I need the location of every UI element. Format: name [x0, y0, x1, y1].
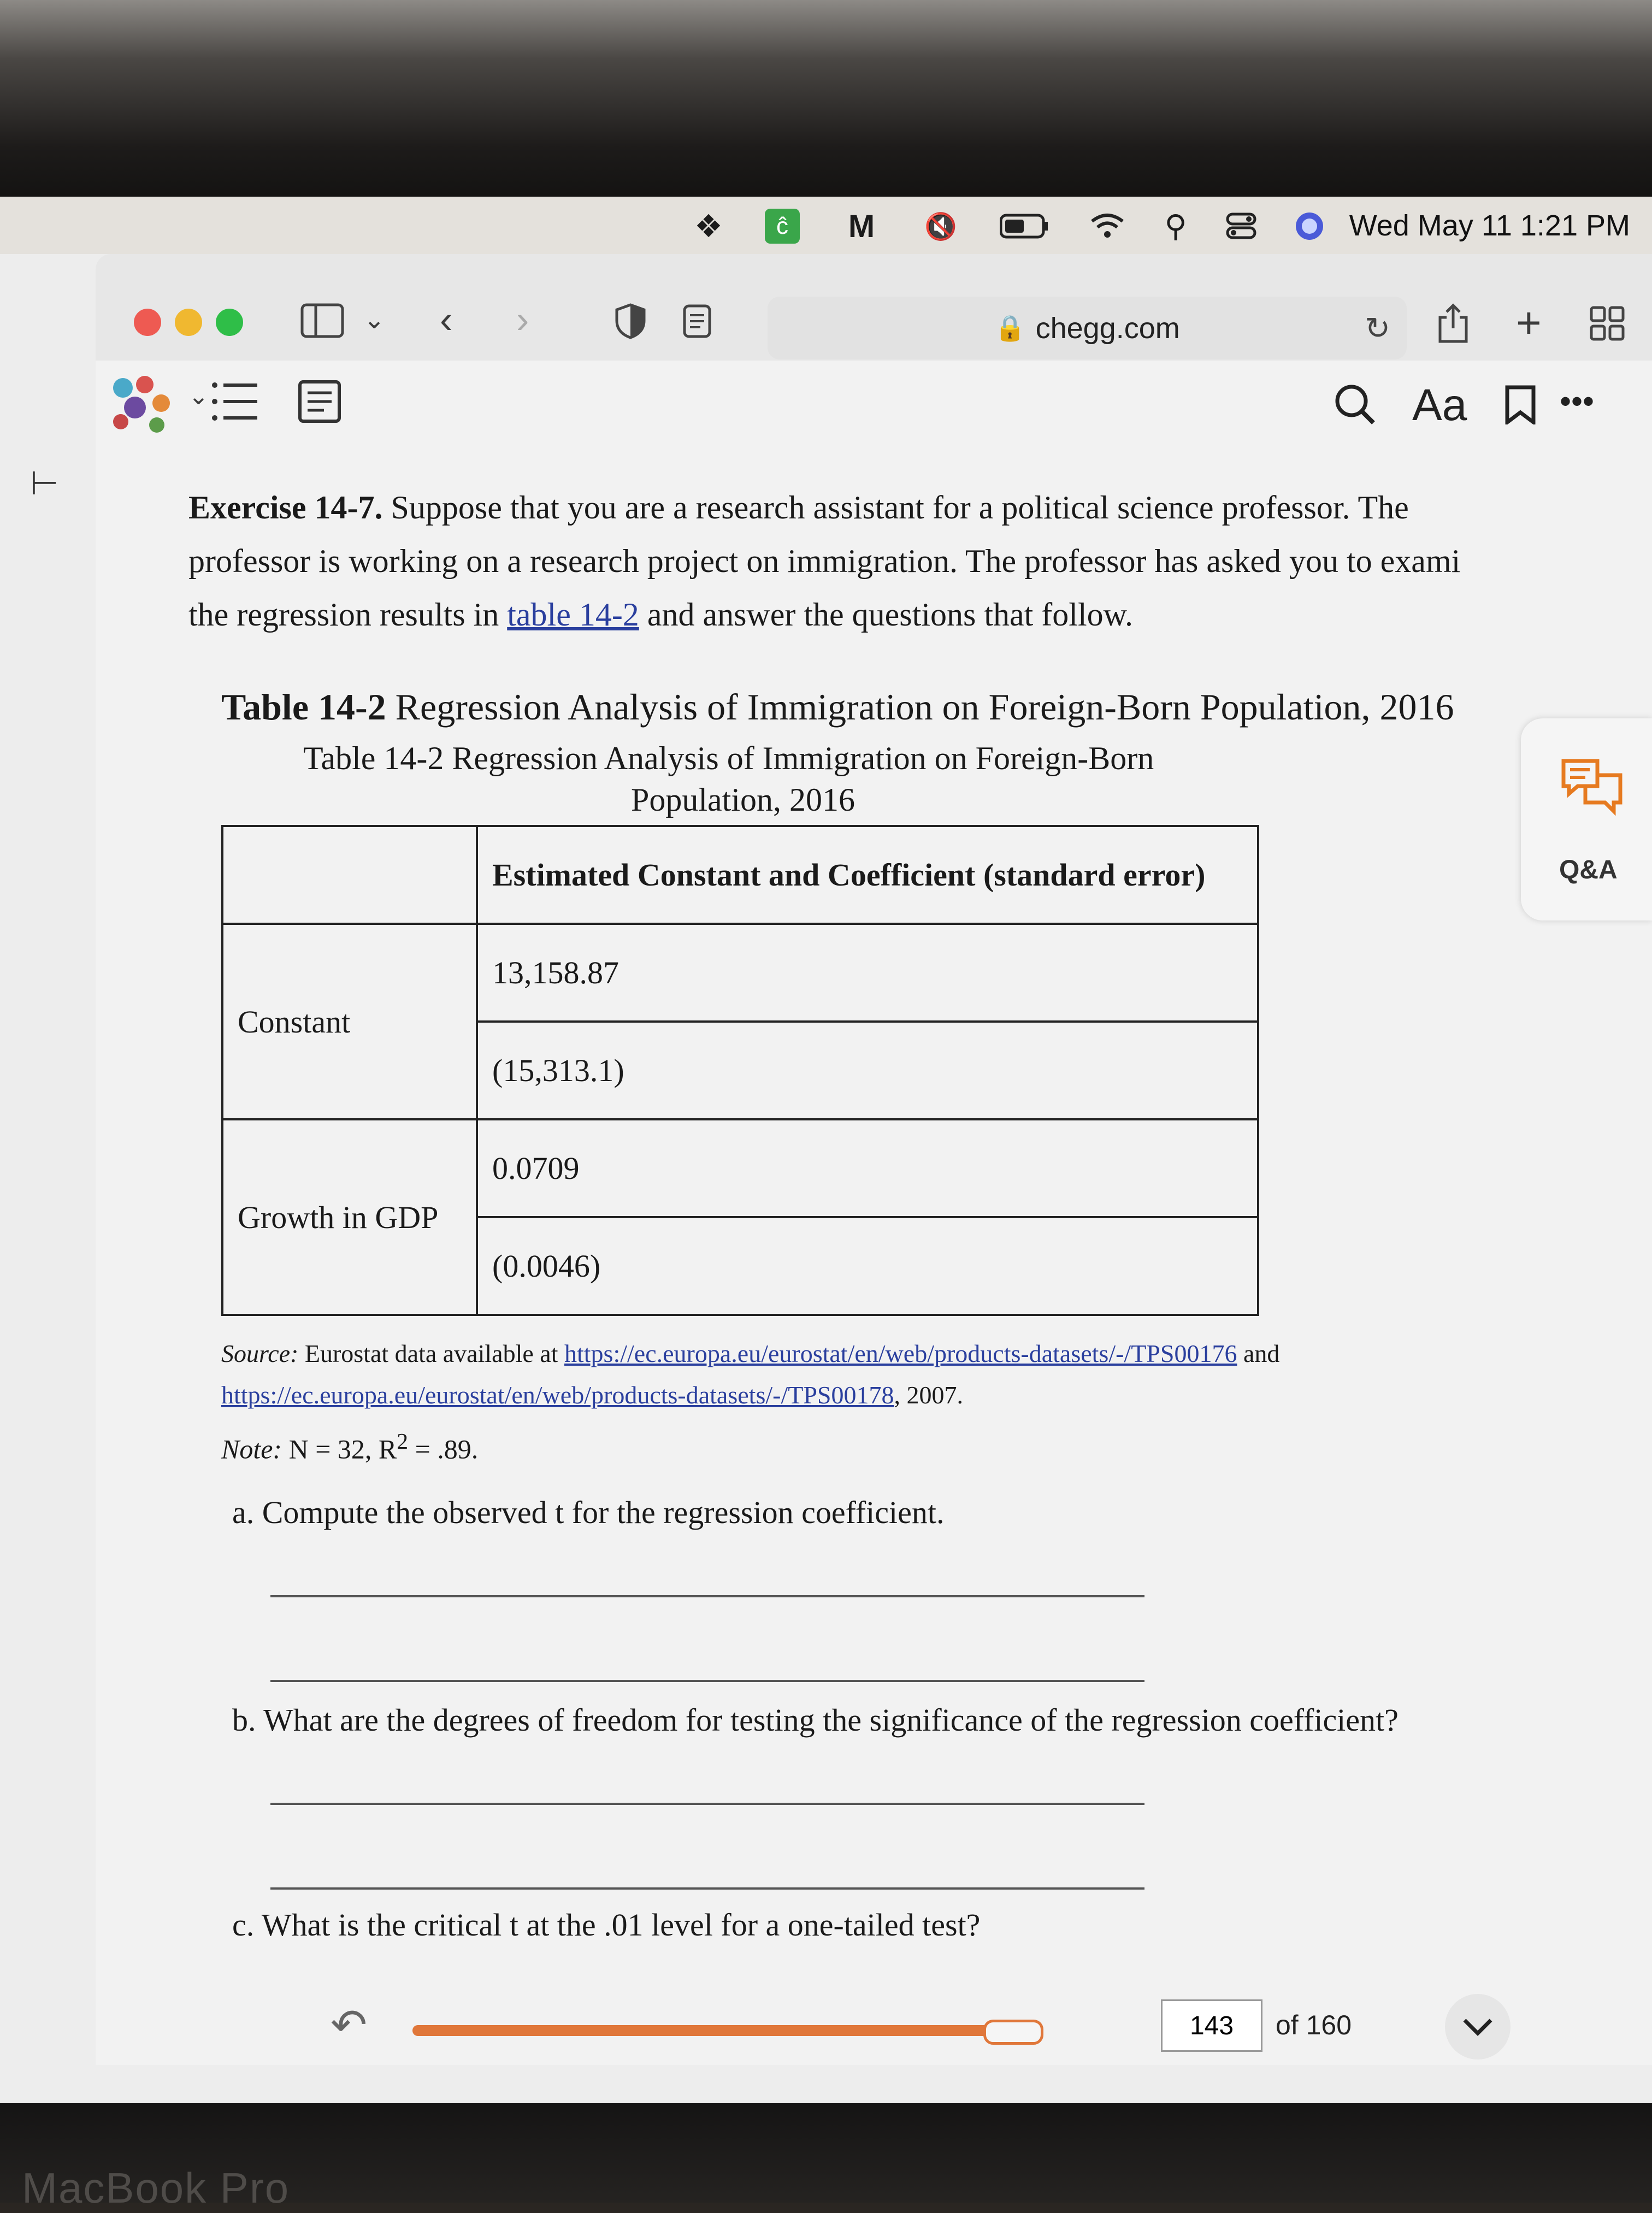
exercise-text: Suppose that you are a research assistant for a political science professor. The professor is working on a research project on immigration. The professor has asked you to exami [188, 489, 1461, 579]
malwarebytes-icon[interactable]: M [848, 208, 875, 244]
qa-label: Q&A [1559, 855, 1618, 884]
exercise-text-3: and answer the questions that follow. [639, 597, 1134, 633]
table-row [222, 924, 1258, 1022]
search-icon[interactable] [1333, 382, 1377, 426]
reader-bottom-bar [96, 1961, 1614, 2070]
answer-line [270, 1887, 1144, 1890]
address-bar[interactable] [768, 297, 1407, 359]
lock-icon: 🔒 [994, 314, 1026, 342]
photo-background-top [0, 0, 1652, 197]
table-subtitle [303, 737, 1232, 821]
close-window-button[interactable] [134, 309, 161, 336]
share-icon[interactable] [1437, 303, 1470, 344]
table-heading [221, 686, 1454, 729]
ebook-reader [30, 361, 1652, 2065]
exercise-title: Exercise 14-7. [188, 489, 383, 526]
dropbox-icon[interactable]: ❖ [694, 209, 723, 244]
minimize-window-button[interactable] [175, 309, 202, 336]
reader-mode-icon[interactable] [683, 304, 711, 338]
table-subtitle-line1: Table 14-2 Regression Analysis of Immigration on Foreign-Born [303, 740, 1154, 776]
zoom-window-button[interactable] [216, 309, 243, 336]
page-number-input[interactable]: 143 [1161, 1999, 1262, 2052]
page-total-label: of 160 [1276, 2010, 1352, 2040]
forward-button[interactable]: › [516, 298, 529, 341]
menu-bar [0, 197, 1652, 254]
source-label: Source: [221, 1339, 299, 1367]
more-options-button[interactable]: ••• [1560, 383, 1595, 420]
new-tab-button[interactable]: + [1516, 298, 1542, 347]
regression-table [221, 825, 1259, 1316]
question-a: a. Compute the observed t for the regression coefficient. [232, 1495, 945, 1530]
note-text: N = 32, R [282, 1433, 397, 1465]
notes-icon[interactable] [298, 380, 341, 423]
collapse-panel-icon[interactable]: ⊢ [30, 465, 59, 501]
source-link-2[interactable]: https://ec.europa.eu/eurostat/en/web/products-datasets/-/TPS00178 [221, 1381, 894, 1409]
answer-line [270, 1680, 1144, 1682]
table-header-cell: Estimated Constant and Coefficient (standard error) [477, 826, 1258, 924]
chegg-app-icon[interactable]: ĉ [765, 209, 800, 244]
question-b: b. What are the degrees of freedom for testing the significance of the regression coefficient? [232, 1702, 1399, 1738]
wifi-icon[interactable] [1090, 209, 1125, 244]
table-row [222, 1119, 1258, 1217]
siri-icon[interactable] [1292, 209, 1327, 244]
next-page-button[interactable] [1445, 1994, 1511, 2059]
table-source [221, 1333, 1532, 1416]
table-of-contents-icon[interactable] [210, 380, 259, 423]
go-back-icon[interactable]: ↶ [331, 2000, 368, 2049]
answer-line [270, 1803, 1144, 1805]
table-note [221, 1429, 478, 1465]
constant-estimate: 13,158.87 [477, 924, 1258, 1022]
gdp-estimate: 0.0709 [477, 1119, 1258, 1217]
chevron-down-icon[interactable]: ⌄ [363, 305, 386, 334]
book-cover-thumbnail[interactable] [107, 371, 183, 437]
exercise-paragraph [188, 481, 1516, 641]
table-header-row [222, 826, 1258, 924]
spotlight-search-icon[interactable]: ⚲ [1164, 209, 1187, 243]
table-heading-text: Regression Analysis of Immigration on Foreign-Born Population, 2016 [386, 686, 1454, 728]
constant-standard-error: (15,313.1) [477, 1022, 1258, 1119]
note-superscript: 2 [397, 1429, 409, 1454]
exercise-text-2: the regression results in [188, 597, 508, 633]
note-text-2: = .89. [408, 1433, 479, 1465]
reload-icon[interactable]: ↻ [1365, 310, 1390, 345]
table-heading-number: Table 14-2 [221, 686, 386, 728]
note-label: Note: [221, 1433, 282, 1465]
answer-line [270, 1595, 1144, 1597]
gdp-standard-error: (0.0046) [477, 1217, 1258, 1315]
question-c: c. What is the critical t at the .01 level for a one-tailed test? [232, 1907, 981, 1943]
sidebar-toggle-icon[interactable] [300, 303, 344, 338]
battery-icon[interactable] [1000, 209, 1049, 244]
menubar-clock[interactable]: Wed May 11 1:21 PM [1349, 209, 1630, 242]
laptop-screen [0, 197, 1652, 2103]
row-label-growth-gdp: Growth in GDP [222, 1119, 477, 1315]
source-text: Eurostat data available at [298, 1339, 564, 1367]
table-link[interactable]: table 14-2 [507, 597, 639, 633]
source-year: , 2007. [894, 1381, 963, 1409]
address-url: chegg.com [1035, 311, 1180, 345]
book-page [188, 481, 1582, 2065]
table-subtitle-line2: Population, 2016 [631, 782, 856, 818]
back-button[interactable]: ‹ [440, 298, 453, 341]
device-label: MacBook Pro [22, 2164, 290, 2212]
row-label-constant: Constant [222, 924, 477, 1119]
control-center-icon[interactable] [1224, 209, 1259, 244]
mute-icon[interactable]: 🔇 [924, 212, 957, 241]
tab-overview-icon[interactable] [1590, 306, 1625, 341]
progress-slider-thumb[interactable] [983, 2020, 1043, 2045]
reading-progress-bar[interactable] [412, 2025, 1011, 2036]
chevron-down-icon[interactable]: ⌄ [188, 383, 209, 410]
source-and: and [1237, 1339, 1280, 1367]
font-settings-button[interactable]: Aa [1412, 380, 1467, 430]
bookmark-icon[interactable] [1505, 385, 1536, 424]
source-link-1[interactable]: https://ec.europa.eu/eurostat/en/web/products-datasets/-/TPS00176 [564, 1339, 1237, 1367]
privacy-shield-icon[interactable] [615, 303, 646, 339]
table-corner-cell [222, 826, 477, 924]
